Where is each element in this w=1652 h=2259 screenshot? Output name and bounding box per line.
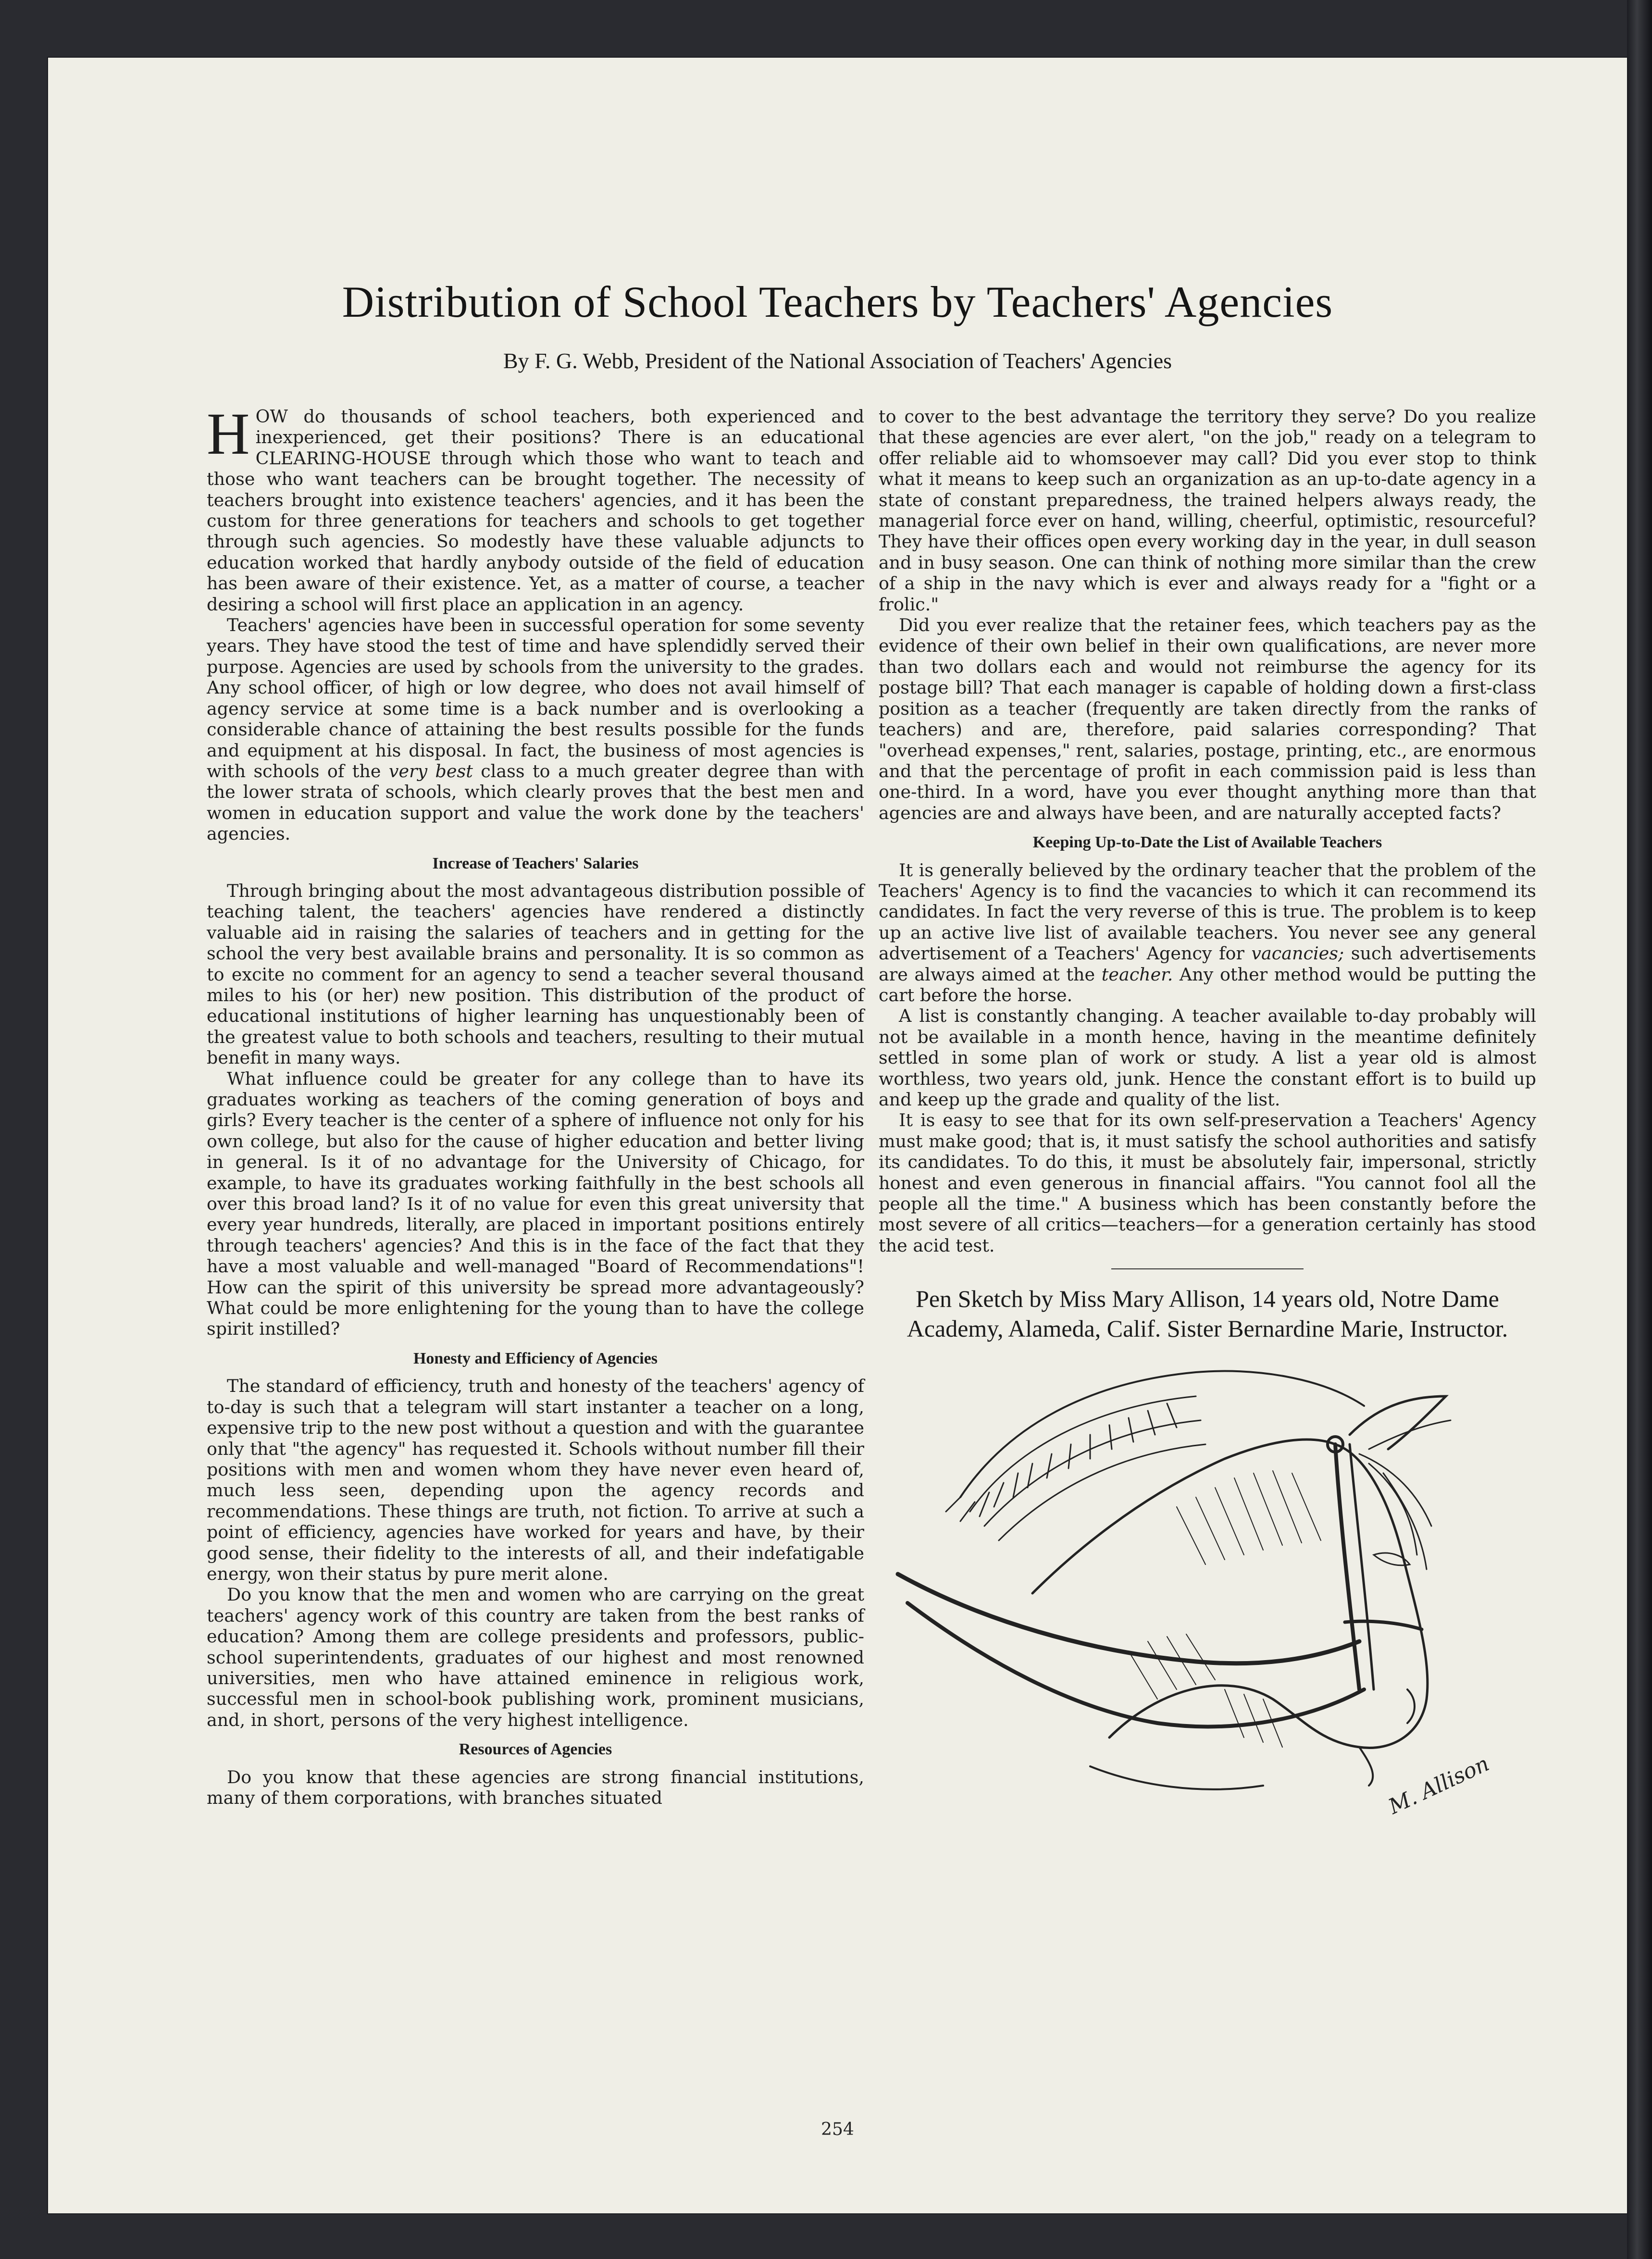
book-spine [1627, 0, 1652, 2259]
divider [1111, 1268, 1304, 1269]
intro-paragraph: HOW do thousands of school teachers, both experienced and inexperienced, get their positions? There is an educational CLEARING-HOUSE through which those who want to teach and those who want teachers can be brought together. The necessity of teachers brought into existence teachers' agencies, and it has been the custom for three generations for teachers and schools to get together through such agencies. So modestly have these valuable adjuncts to education worked that hardly anybody outside of the field of education has been aware of their existence. Yet, as a matter of course, a teacher desiring a school will first place an application in an agency. [207, 401, 864, 615]
article-title: Distribution of School Teachers by Teachers' Agencies [342, 277, 1333, 326]
drop-cap: H [207, 401, 250, 467]
magazine-page [48, 58, 1627, 2213]
section-heading: Resources of Agencies [459, 1740, 612, 1759]
paragraph: The standard of efficiency, truth and honesty of the teachers' agency of to-day is such that a telegram will start instanter a teacher on a long, expensive trip to the new post without a question and with the guarantee only that "the agency" has requested it. Schools without number fill their positions with men and women whom they have never even heard of, much less seen, depending upon the agency records and recommendations. These things are truth, not fiction. To arrive at such a point of efficiency, agencies have worked for years and have, by their good sense, their fidelity to the interests of all, and their indefatigable energy, won their status by pure merit alone. [207, 1376, 864, 1584]
article-byline: By F. G. Webb, President of the National Association of Teachers' Agencies [503, 348, 1172, 373]
paragraph: Do you know that these agencies are strong financial institutions, many of them corporations, with branches situated [207, 1766, 864, 1808]
sketch-caption: Pen Sketch by Miss Mary Allison, 14 years old, Notre Dame Academy, Alameda, Calif. Sister Bernardine Marie, Instructor. [907, 1285, 1508, 1342]
paragraph: What influence could be greater for any college than to have its graduates working as teachers of the coming generation of boys and girls? Every teacher is the center of a sphere of influence not only for his own college, but also for the cause of higher education and better living in general. Is it of no advantage for the University of Chicago, for example, to have its graduates working faithfully in the best schools all over this broad land? Is it of no value for even this great university that every year hundreds, literally, are placed in important positions entirely through teachers' agencies? And this is in the face of the fact that they have a most valuable and well-managed "Board of Recommendations"! How can the spirit of this university be spread more advantageously? What could be more enlightening for the young than to have the college spirit instilled? [207, 1068, 864, 1340]
horse-pen-sketch [888, 1353, 1513, 1858]
paragraph: Through bringing about the most advantageous distribution possible of teaching talent, the teachers' agencies have rendered a distinctly valuable aid in raising the salaries of teachers and in getting for the school the very best available brains and personality. It is so common as to excite no comment for an agency to send a teacher several thousand miles to his (or her) new position. This distribution of the product of educational institutions of higher learning has unquestionably been of the greatest value to both schools and teachers, resulting to their mutual benefit in many ways. [207, 880, 864, 1068]
sketch-signature: M. Allison [1385, 1751, 1493, 1820]
paragraph: Did you ever realize that the retainer fees, which teachers pay as the evidence of their own belief in their own qualifications, are never more than two dollars each and would not reimburse the agency for its postage bill? That each manager is capable of holding down a first-class position as a teacher (frequently are taken directly from the ranks of teachers) and are, therefore, paid salaries corresponding? That "overhead expenses," rent, salaries, postage, printing, etc., are enormous and that the percentage of profit in each commission paid is less than one-third. In a word, have you ever thought anything more than that agencies are and always have been, and are naturally accepted facts? [879, 615, 1536, 823]
section-heading: Keeping Up-to-Date the List of Available Teachers [1032, 833, 1382, 852]
left-column [207, 401, 864, 1808]
section-heading: Honesty and Efficiency of Agencies [413, 1349, 658, 1367]
paragraph: to cover to the best advantage the territory they serve? Do you realize that these agencies are ever alert, "on the job," ready on a telegram to offer reliable aid to whomsoever may call? Did you ever stop to think what it means to keep such an organization as an up-to-date agency in a state of constant preparedness, the trained helpers always ready, the managerial force ever on hand, willing, cheerful, optimistic, resourceful? They have their offices open every working day in the year, in dull season and in busy season. One can think of nothing more similar than the crew of a ship in the navy which is ever and always ready for a "fight or a frolic." [879, 406, 1536, 615]
paragraph: Do you know that the men and women who are carrying on the great teachers' agency work of this country are taken from the best ranks of education? Among them are college presidents and professors, public-school superintendents, graduates of our highest and most renowned universities, men who have attained eminence in religious work, successful men in school-book publishing work, prominent musicians, and, in short, persons of the very highest intelligence. [207, 1584, 864, 1730]
paragraph: A list is constantly changing. A teacher available to-day probably will not be available in a month hence, having in the meantime definitely settled in some plan of work or study. A list a year old is almost worthless, two years old, junk. Hence the constant effort is to build up and keep up the grade and quality of the list. [879, 1005, 1536, 1110]
section-heading: Increase of Teachers' Salaries [432, 854, 639, 872]
right-column [879, 406, 1536, 1858]
paragraph: Teachers' agencies have been in successful operation for some seventy years. They have stood the test of time and have splendidly served their purpose. Agencies are used by schools from the university to the grades. Any school officer, of high or low degree, who does not avail himself of agency service at some time is a back number and is overlooking a considerable chance of attaining the best results possible for the funds and equipment at his disposal. In fact, the business of most agencies is with schools of the very best class to a much greater degree than with the lower strata of schools, which clearly proves that the best men and women in education support and value the work done by the teachers' agencies. [207, 615, 864, 844]
paragraph: It is easy to see that for its own self-preservation a Teachers' Agency must make good; that is, it must satisfy the school authorities and satisfy its candidates. To do this, it must be absolutely fair, impersonal, strictly honest and even generous in financial affairs. "You cannot fool all the people all the time." A business which has been constantly before the most severe of all critics—teachers—for a generation certainly has stood the acid test. [879, 1110, 1536, 1256]
paragraph: It is generally believed by the ordinary teacher that the problem of the Teachers' Agency is to find the vacancies to which it can recommend its candidates. In fact the very reverse of this is true. The problem is to keep up an active live list of available teachers. You never see any general advertisement of a Teachers' Agency for vacancies; such advertisements are always aimed at the teacher. Any other method would be putting the cart before the horse. [879, 859, 1536, 1005]
page-number: 254 [821, 2120, 854, 2139]
